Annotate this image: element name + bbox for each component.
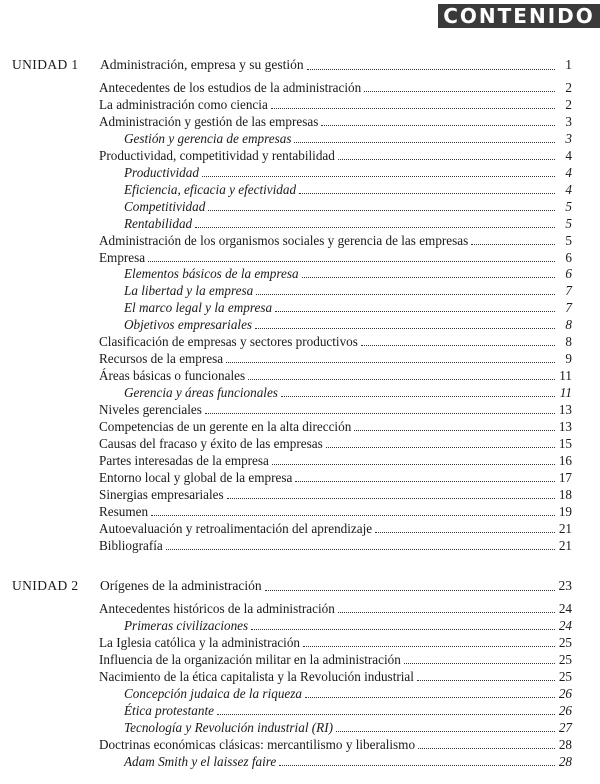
toc-subentry[interactable] bbox=[124, 130, 572, 147]
unit-number: UNIDAD 1 bbox=[12, 57, 79, 72]
toc-entry[interactable] bbox=[99, 651, 572, 668]
page-number: 27 bbox=[558, 719, 572, 735]
toc-entry[interactable] bbox=[99, 96, 572, 113]
dot-leader bbox=[275, 310, 555, 312]
toc-entry[interactable] bbox=[99, 418, 572, 435]
page-number: 3 bbox=[565, 130, 572, 146]
dot-leader bbox=[272, 463, 555, 465]
entry-label: Niveles gerenciales bbox=[99, 402, 202, 418]
toc-entry[interactable] bbox=[99, 79, 572, 96]
dot-leader bbox=[338, 611, 555, 613]
dot-leader bbox=[205, 412, 555, 414]
page-number: 15 bbox=[558, 435, 572, 451]
entry-label: Clasificación de empresas y sectores productivos bbox=[99, 334, 358, 350]
page-number: 28 bbox=[558, 753, 572, 769]
dot-leader bbox=[321, 124, 555, 126]
page-number: 21 bbox=[558, 520, 572, 536]
toc-entry[interactable] bbox=[99, 537, 572, 554]
toc-entry[interactable] bbox=[99, 634, 572, 651]
dot-leader bbox=[148, 260, 555, 262]
toc-entry[interactable] bbox=[99, 503, 572, 520]
dot-leader bbox=[471, 243, 555, 245]
toc-subentry[interactable] bbox=[124, 282, 572, 299]
toc-entry[interactable] bbox=[99, 147, 572, 164]
dot-leader bbox=[265, 589, 555, 591]
page-number: 5 bbox=[565, 232, 572, 248]
entry-label: Antecedentes históricos de la administración bbox=[99, 601, 335, 616]
toc-subentry[interactable] bbox=[124, 384, 572, 401]
entry-label: Productividad, competitividad y rentabilidad bbox=[99, 147, 335, 163]
page-number: 13 bbox=[558, 419, 572, 434]
page-number: 25 bbox=[558, 651, 572, 667]
page-number: 11 bbox=[559, 368, 572, 384]
page-number: 18 bbox=[558, 486, 572, 502]
unit-title-label: Orígenes de la administración bbox=[100, 578, 262, 593]
page-number: 3 bbox=[565, 113, 572, 129]
toc-entry[interactable] bbox=[99, 367, 572, 384]
dot-leader bbox=[326, 446, 555, 448]
dot-leader bbox=[307, 68, 555, 70]
toc-entry[interactable] bbox=[99, 600, 572, 617]
entry-label: Adam Smith y el laissez faire bbox=[124, 753, 277, 769]
toc-subentry[interactable] bbox=[124, 617, 572, 634]
entry-label: Empresa bbox=[99, 249, 146, 265]
dot-leader bbox=[281, 395, 555, 397]
entry-label: Competencias de un gerente en la alta dirección bbox=[99, 419, 352, 434]
page-number: 7 bbox=[565, 300, 572, 316]
entry-label: Competitividad bbox=[124, 198, 206, 214]
page-number: 1 bbox=[565, 57, 572, 72]
entry-label: Tecnología y Revolución industrial (RI) bbox=[124, 719, 334, 735]
page-number: 25 bbox=[558, 668, 572, 684]
dot-leader bbox=[227, 497, 555, 499]
entry-label: El marco legal y la empresa bbox=[124, 300, 273, 316]
toc-entry[interactable] bbox=[99, 736, 572, 753]
page-number: 6 bbox=[565, 266, 572, 282]
entry-label: Doctrinas económicas clásicas: mercantilismo y liberalismo bbox=[99, 736, 416, 752]
toc-subentry[interactable] bbox=[124, 299, 572, 316]
entry-label: Eficiencia, eficacia y efectividad bbox=[124, 181, 297, 197]
toc-entry[interactable] bbox=[99, 401, 572, 418]
page-number: 26 bbox=[558, 685, 572, 701]
toc-subentry[interactable] bbox=[124, 702, 572, 719]
dot-leader bbox=[202, 175, 555, 177]
dot-leader bbox=[299, 192, 555, 194]
entry-label: Administración y gestión de las empresas bbox=[99, 113, 319, 129]
dot-leader bbox=[295, 480, 555, 482]
page-number: 24 bbox=[558, 617, 572, 633]
dot-leader bbox=[417, 679, 555, 681]
dot-leader bbox=[279, 764, 555, 766]
entry-label: La administración como ciencia bbox=[99, 96, 268, 112]
dot-leader bbox=[195, 226, 555, 228]
unit-title-label: Administración, empresa y su gestión bbox=[100, 57, 304, 72]
unit-heading[interactable] bbox=[12, 577, 572, 595]
page-number: 8 bbox=[565, 334, 572, 350]
toc-entry[interactable] bbox=[99, 232, 572, 249]
dot-leader bbox=[338, 158, 555, 160]
dot-leader bbox=[303, 645, 555, 647]
toc-subentry[interactable] bbox=[124, 164, 572, 181]
page-number: 5 bbox=[565, 198, 572, 214]
dot-leader bbox=[364, 90, 555, 92]
entry-label: Gestión y gerencia de empresas bbox=[124, 130, 292, 146]
page-number: 11 bbox=[559, 385, 572, 401]
toc-subentry[interactable] bbox=[124, 265, 572, 282]
page-number: 24 bbox=[558, 601, 572, 616]
dot-leader bbox=[336, 730, 555, 732]
page-number: 4 bbox=[565, 147, 572, 163]
toc-entry[interactable] bbox=[99, 452, 572, 469]
page-number: 26 bbox=[558, 702, 572, 718]
page-number: 9 bbox=[565, 351, 572, 367]
page-number: 7 bbox=[565, 283, 572, 299]
entry-label: Administración de los organismos sociales y gerencia de las empresas bbox=[99, 232, 469, 248]
entry-label: Antecedentes de los estudios de la administración bbox=[99, 80, 362, 95]
entry-label: Bibliografía bbox=[99, 537, 163, 553]
dot-leader bbox=[151, 514, 555, 516]
dot-leader bbox=[404, 662, 555, 664]
entry-label: La libertad y la empresa bbox=[124, 283, 254, 299]
entry-label: Productividad bbox=[124, 164, 199, 180]
toc-subentry[interactable] bbox=[124, 316, 572, 333]
toc-entry[interactable] bbox=[99, 486, 572, 503]
dot-leader bbox=[256, 293, 555, 295]
toc-entry[interactable] bbox=[99, 668, 572, 685]
dot-leader bbox=[305, 696, 555, 698]
dot-leader bbox=[208, 209, 555, 211]
entry-label: Sinergias empresariales bbox=[99, 486, 224, 502]
toc-subentry[interactable] bbox=[124, 215, 572, 232]
entry-label: Partes interesadas de la empresa bbox=[99, 452, 269, 468]
page-number: 6 bbox=[565, 249, 572, 265]
toc-entry[interactable] bbox=[99, 435, 572, 452]
page-number: 21 bbox=[558, 537, 572, 553]
entry-label: Concepción judaica de la riqueza bbox=[124, 685, 302, 701]
entry-label: Elementos básicos de la empresa bbox=[124, 266, 299, 282]
page-number: 16 bbox=[558, 452, 572, 468]
toc-subentry[interactable] bbox=[124, 181, 572, 198]
unit-heading[interactable] bbox=[12, 56, 572, 74]
toc-entry[interactable] bbox=[99, 113, 572, 130]
dot-leader bbox=[251, 628, 555, 630]
page-number: 23 bbox=[558, 578, 572, 593]
entry-label: La Iglesia católica y la administración bbox=[99, 634, 301, 650]
page-number: 2 bbox=[565, 96, 572, 112]
entry-label: Nacimiento de la ética capitalista y la Revolución industrial bbox=[99, 668, 414, 684]
dot-leader bbox=[354, 429, 555, 431]
entry-label: Áreas básicas o funcionales bbox=[99, 368, 246, 384]
dot-leader bbox=[255, 327, 555, 329]
entry-label: Autoevaluación y retroalimentación del aprendizaje bbox=[99, 520, 373, 536]
toc-subentry[interactable] bbox=[124, 719, 572, 736]
page-number: 4 bbox=[565, 164, 572, 180]
dot-leader bbox=[166, 548, 555, 550]
toc-subentry[interactable] bbox=[124, 198, 572, 215]
page-number: 5 bbox=[565, 215, 572, 231]
toc-entry[interactable] bbox=[99, 520, 572, 537]
entry-label: Causas del fracaso y éxito de las empresas bbox=[99, 435, 323, 451]
page-number: 2 bbox=[565, 80, 572, 95]
entry-label: Entorno local y global de la empresa bbox=[99, 469, 293, 485]
unit-number: UNIDAD 2 bbox=[12, 578, 79, 593]
entry-label: Gerencia y áreas funcionales bbox=[124, 385, 278, 401]
dot-leader bbox=[302, 276, 555, 278]
dot-leader bbox=[217, 713, 555, 715]
page-number: 8 bbox=[565, 317, 572, 333]
dot-leader bbox=[418, 747, 555, 749]
entry-label: Recursos de la empresa bbox=[99, 351, 224, 367]
page-number: 25 bbox=[558, 634, 572, 650]
toc-entry[interactable] bbox=[99, 333, 572, 350]
dot-leader bbox=[248, 378, 555, 380]
entry-label: Ética protestante bbox=[124, 702, 214, 718]
toc-subentry[interactable] bbox=[124, 685, 572, 702]
dot-leader bbox=[226, 361, 555, 363]
page-number: 28 bbox=[558, 736, 572, 752]
toc-entry[interactable] bbox=[99, 249, 572, 266]
entry-label: Rentabilidad bbox=[124, 215, 193, 231]
page-number: 17 bbox=[558, 469, 572, 485]
entry-label: Resumen bbox=[99, 503, 149, 519]
entry-label: Objetivos empresariales bbox=[124, 317, 253, 333]
toc-subentry[interactable] bbox=[124, 753, 572, 770]
entry-label: Primeras civilizaciones bbox=[124, 617, 249, 633]
dot-leader bbox=[361, 344, 555, 346]
toc-entry[interactable] bbox=[99, 350, 572, 367]
dot-leader bbox=[294, 141, 555, 143]
toc-entry[interactable] bbox=[99, 469, 572, 486]
dot-leader bbox=[271, 107, 555, 109]
dot-leader bbox=[375, 531, 555, 533]
entry-label: Influencia de la organización militar en la administración bbox=[99, 651, 401, 667]
contents-header: CONTENIDO bbox=[438, 4, 600, 28]
page-number: 4 bbox=[565, 181, 572, 197]
page-number: 13 bbox=[558, 402, 572, 418]
page-number: 19 bbox=[558, 503, 572, 519]
